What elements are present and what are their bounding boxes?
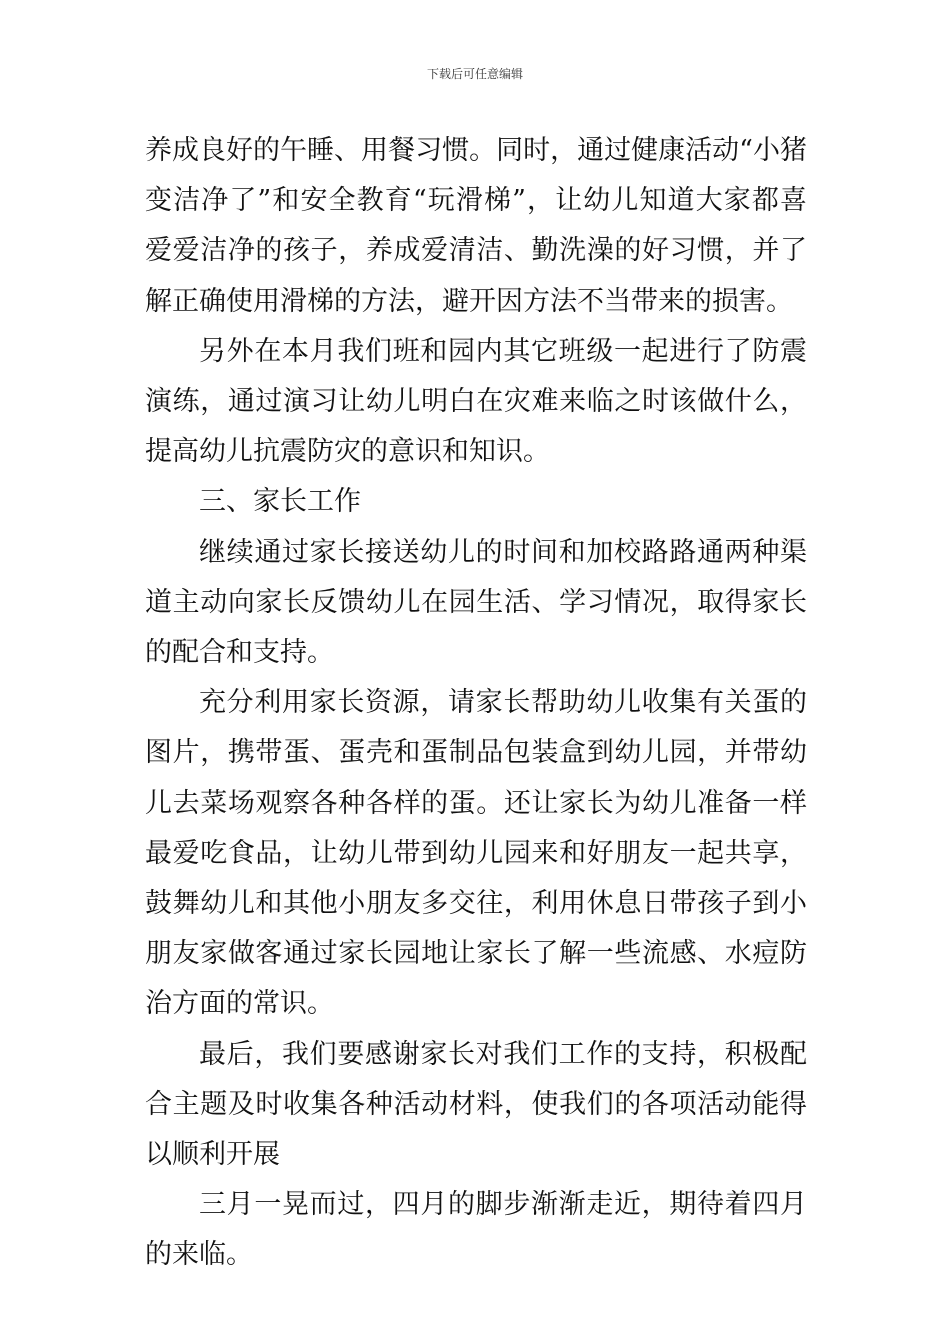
paragraph-closing: 三月一晃而过，四月的脚步渐渐走近，期待着四月的来临。 <box>145 1189 807 1271</box>
paragraph-parent-resources: 充分利用家长资源，请家长帮助幼儿收集有关蛋的图片，携带蛋、蛋壳和蛋制品包装盒到幼儿园，并带幼儿去菜场观察各种各样的蛋。还让家长为幼儿准备一样最爱吃食品，让幼儿带到幼儿园来和好朋友一起共享，鼓舞幼儿和其他小朋友多交往，利用休息日带孩子到小朋友家做客通过家长园地让家长了解一些流感、水痘防治方面的常识。 <box>145 687 807 1020</box>
paragraph-thanks: 最后，我们要感谢家长对我们工作的支持，积极配合主题及时收集各种活动材料，使我们的各项活动能得以顺利开展 <box>145 1038 807 1171</box>
paragraph-feedback: 继续通过家长接送幼儿的时间和加校路路通两种渠道主动向家长反馈幼儿在园生活、学习情况，取得家长的配合和支持。 <box>145 536 807 669</box>
section-heading-parents-work: 三、家长工作 <box>199 486 361 518</box>
document-body <box>145 126 807 1281</box>
header-note: 下载后可任意编辑 <box>426 67 523 81</box>
paragraph-continuation: 养成良好的午睡、用餐习惯。同时，通过健康活动“小猪变洁净了”和安全教育“玩滑梯”，让幼儿知道大家都喜爱爱洁净的孩子，养成爱清洁、勤洗澡的好习惯，并了解正确使用滑梯的方法，避开因方法不当带来的损害。 <box>145 135 807 317</box>
paragraph-drill: 另外在本月我们班和园内其它班级一起进行了防震演练，通过演习让幼儿明白在灾难来临之时该做什么，提高幼儿抗震防灾的意识和知识。 <box>145 335 807 468</box>
